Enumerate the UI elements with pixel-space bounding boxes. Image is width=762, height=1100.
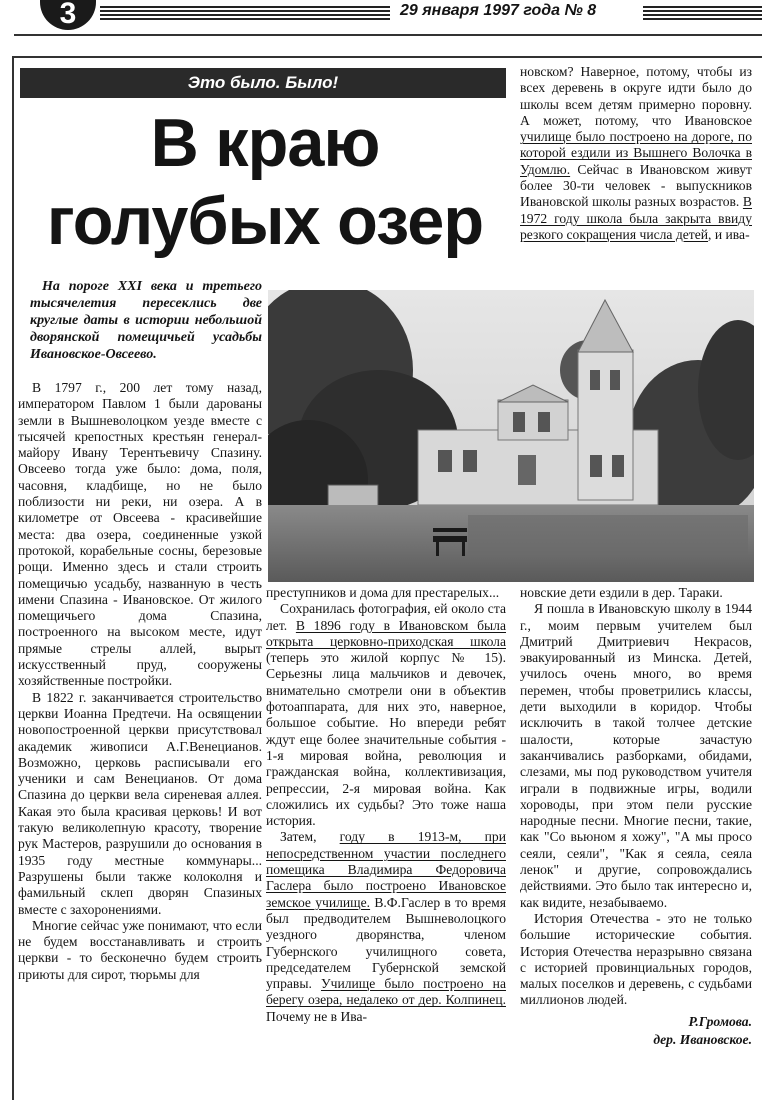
rubric-banner: Это было. Было! bbox=[20, 68, 506, 98]
underlined-text: Училище было построено на берегу озера, недалеко от дер. Колпинец. bbox=[266, 976, 506, 1008]
text-run: Почему не в Ива- bbox=[266, 1008, 368, 1024]
author-name: Р.Громова. bbox=[688, 1013, 752, 1029]
paragraph: В 1822 г. заканчивается строительство церкви Иоанна Предтечи. На освящении новопостроенной церкви присутствовал академик живописи А.Г.Венецианов. Возможно, церковь расписывали его ученики и сам Венецианов. От дома Спазина до церкви вела сиреневая аллея. Какая это была красивая церковь! И вот такую великолепную красоту, творение рук Мастеров, разрушили до основания в 1935 году местные коммунары... Разрушены были также колоколня и фамильный склеп дворян Спазиных вместе с захоронениями. bbox=[18, 689, 262, 917]
text-run: Затем, bbox=[280, 829, 340, 845]
header-divider bbox=[14, 34, 762, 36]
text-run: , и ива- bbox=[708, 226, 750, 242]
header-rule-right bbox=[643, 6, 762, 20]
header-rule-left bbox=[100, 6, 390, 20]
article-column-3-top bbox=[520, 64, 752, 243]
underlined-text: В 1896 году в Ивановском была открыта церковно-приходская школа bbox=[266, 617, 506, 649]
title-line-1: В краю bbox=[150, 105, 380, 181]
text-run: новском? Наверное, потому, чтобы из всех деревень в округе идти было до школы всем детям примерно поровну. А может, потому, что Ивановское bbox=[520, 64, 752, 128]
page-number: 3 bbox=[40, 0, 96, 30]
article-column-3-bottom bbox=[520, 585, 752, 1049]
underlined-text: училище было построено на дороге, по которой ездили из Вышнего Волочка в Удомлю. bbox=[520, 129, 752, 177]
title-line-2: голубых озер bbox=[46, 183, 484, 259]
paragraph bbox=[520, 64, 752, 243]
paragraph: В 1797 г., 200 лет тому назад, императором Павлом 1 были дарованы земли в Вышневолоцком уезде вместе с тысячей крепостных крестьян генерал-майору Ивану Терентьевичу Спазину. Овсеево тогда уже было: дома, поля, часовня, кладбище, но не было поблизости ни реки, ни озера. А в километре от Овсеева - красивейшие места: два озера, соединенные узкой протокой, корабельные сосны, березовые рощи. Именно здесь и стали строить помещичью усадьбу, названную в честь имени Спазина - Ивановское. От жилого помещичьего дома Спазина, построенного на высоком месте, идут прямые стрелы аллей, вырыт искусственный пруд, сооружены хозяйственные постройки. bbox=[18, 380, 262, 689]
paragraph: Я пошла в Ивановскую школу в 1944 г., моим первым учителем был Дмитрий Дмитриевич Некрасов, эвакуированный из Минска. Детей, училось очень много, во время перемен, чтобы проветрились классы, дети выходили в коридор. Чтобы исключить в такой толчее детские шалости, которые зачастую заканчивались разборками, обидами, слезами, мы под руководством учителя играли в подвижные игры, водили хороводы, при этом пели русские народные песни. Многие песни, такие, как "Со вьюном я хожу", "А мы просо сеяли, сеяли", "Как я сеяла, сеяла ленок" и другие, сопровождались действиями. Это было так интересно и, как видите, незабываемо. bbox=[520, 601, 752, 910]
underlined-text: В 1972 году школа была закрыта ввиду резкого сокращения числа детей bbox=[520, 194, 752, 242]
photo-illustration bbox=[268, 290, 754, 582]
text-run: В.Ф.Гаслер в то время был предводителем Вышневолоцкого уездного дворянства, членом Губернского училищного совета, председателем Губернской земской управы. bbox=[266, 894, 506, 992]
paragraph: История Отечества - это не только большие исторические события. История Отечества неразрывно связана с историей провинциальных городов, малых поселков и деревень, с судьбами миллионов людей. bbox=[520, 910, 752, 1008]
manor-house-photo bbox=[268, 290, 754, 582]
paragraph: преступников и дома для престарелых... bbox=[266, 585, 500, 600]
text-run: Сейчас в Ивановском живут более 30-ти человек - выпускников Ивановской школы разных возрастов. bbox=[520, 161, 752, 210]
article-column-1 bbox=[18, 380, 262, 983]
article-lead: На пороге XXI века и третьего тысячелетия пересеклись две круглые даты в истории небольшой дворянской помещичьей усадьбы Ивановское-Овсеево. bbox=[30, 279, 262, 362]
article-title bbox=[25, 104, 505, 260]
article-column-2 bbox=[266, 585, 506, 1025]
paragraph: Многие сейчас уже понимают, что если не будем восстанавливать и строить церкви - то бесконечно будем строить приюты для сирот, тюрьмы для bbox=[18, 917, 262, 982]
author-signature bbox=[520, 1013, 752, 1049]
text-run: (теперь это жилой корпус № 15). Серьезны лица мальчиков и девочек, внимательно смотрели они в объектив фотоаппарата, для них это, наверное, большое событие. Но впереди ребят ждут еще более значительные события - 1-я мировая война, революция и гражданская война, коллективизация, репрессии, 2-я мировая война. Как сложились их судьбы? Это тоже наша история. bbox=[266, 650, 506, 829]
underlined-text: году в 1913-м, при непосредственном участии последнего помещика Владимира Федоровича Гаслера было построено Ивановское земское училище. bbox=[266, 829, 506, 910]
paragraph bbox=[266, 829, 506, 1025]
text-run: Сохранилась фотография, ей около ста лет. bbox=[266, 601, 506, 633]
paragraph bbox=[266, 601, 506, 829]
paragraph: новские дети ездили в дер. Тараки. bbox=[520, 585, 723, 600]
author-place: дер. Ивановское. bbox=[653, 1031, 752, 1047]
issue-date: 29 января 1997 года № 8 bbox=[400, 2, 597, 19]
